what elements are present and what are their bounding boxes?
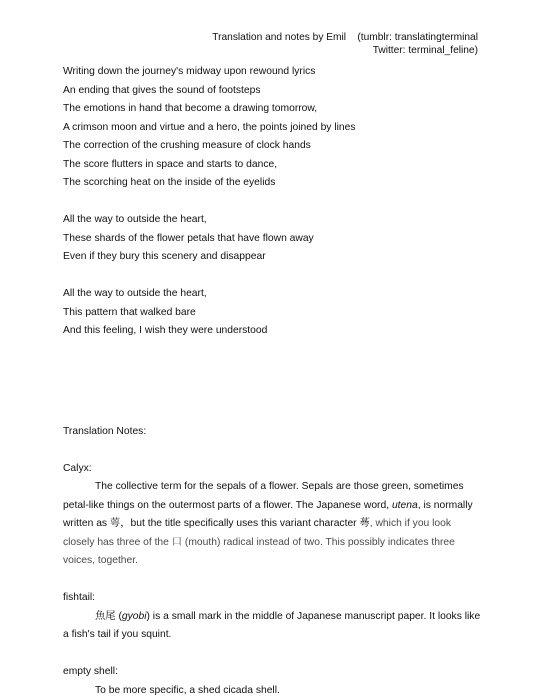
note-text: 魚尾 (	[95, 611, 122, 622]
note-empty-shell	[63, 663, 483, 700]
note-text: ，but the title specifically uses this variant character 蕚	[120, 518, 370, 529]
note-fishtail	[63, 589, 483, 645]
lyric-line: Writing down the journey's midway upon rewound lyrics	[63, 63, 483, 82]
note-term: fishtail:	[63, 589, 483, 608]
note-body	[63, 478, 483, 571]
lyric-line: The scorching heat on the inside of the eyelids	[63, 174, 483, 193]
lyric-line: All the way to outside the heart,	[63, 211, 483, 230]
lyric-line: All the way to outside the heart,	[63, 285, 483, 304]
note-text: , is normally written as 萼	[63, 500, 473, 530]
lyric-line: And this feeling, I wish they were understood	[63, 322, 483, 341]
notes-heading: Translation Notes:	[63, 423, 483, 442]
lyric-line: The correction of the crushing measure of clock hands	[63, 137, 483, 156]
note-text: , which if you look closely has three of the 口 (mouth) radical instead of two. This possibly indicates three voices, together.	[63, 518, 455, 566]
note-term: empty shell:	[63, 663, 483, 682]
page-header	[212, 31, 478, 57]
note-italic-term: utena	[392, 500, 418, 511]
lyrics-stanza-1	[63, 63, 483, 193]
note-body: To be more specific, a shed cicada shell.	[63, 682, 483, 700]
lyric-line: The score flutters in space and starts to dance,	[63, 156, 483, 175]
lyric-line: These shards of the flower petals that have flown away	[63, 230, 483, 249]
lyrics-stanza-2	[63, 211, 483, 267]
lyric-line: This pattern that walked bare	[63, 304, 483, 323]
note-text: The collective term for the sepals of a flower. Sepals are those green, sometimes petal-like things on the outermost parts of a flower. The Japanese word,	[63, 481, 464, 511]
header-twitter-line: Twitter: terminal_feline)	[212, 44, 478, 57]
note-italic-term: gyobi	[122, 611, 147, 622]
lyric-line: Even if they bury this scenery and disappear	[63, 248, 483, 267]
header-credit-line: Translation and notes by Emil (tumblr: translatingterminal	[212, 31, 478, 44]
lyric-line: A crimson moon and virtue and a hero, the points joined by lines	[63, 119, 483, 138]
note-calyx	[63, 460, 483, 571]
lyrics-stanza-3	[63, 285, 483, 341]
note-body	[63, 608, 483, 645]
note-term: Calyx:	[63, 460, 483, 479]
lyric-line: The emotions in hand that become a drawing tomorrow,	[63, 100, 483, 119]
note-text: ) is a small mark in the middle of Japanese manuscript paper. It looks like a fish's tail if you squint.	[63, 611, 480, 641]
lyric-line: An ending that gives the sound of footsteps	[63, 82, 483, 101]
document-body	[63, 63, 483, 700]
